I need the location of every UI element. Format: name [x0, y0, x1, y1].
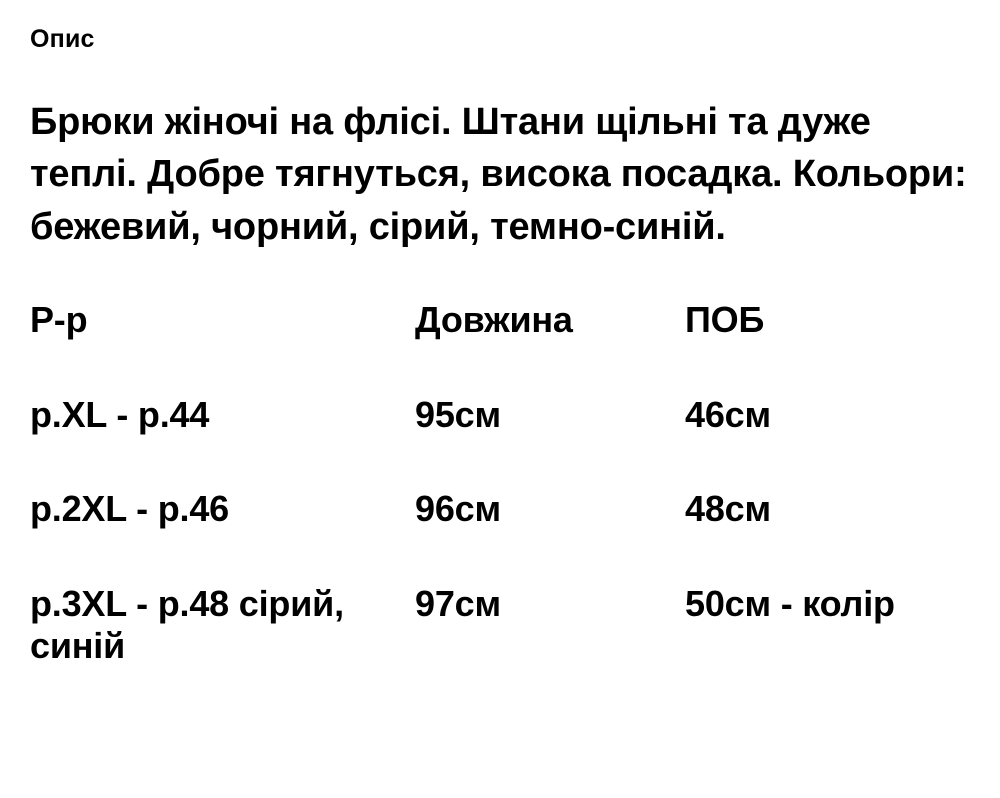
cell-hip: 50см - колір	[685, 582, 895, 624]
cell-length: 95см	[415, 393, 501, 435]
cell-length: 97см	[415, 582, 501, 624]
table-row	[30, 394, 977, 488]
product-description-text: Брюки жіночі на флісі. Штани щільні та дуже теплі. Добре тягнуться, висока посадка. Кольори: бежевий, чорний, сірий, темно-синій.	[30, 101, 967, 248]
table-row	[30, 488, 977, 582]
column-header-length: Довжина	[415, 299, 573, 341]
cell-hip: 48см	[685, 488, 771, 530]
page-title: Опис	[30, 25, 95, 53]
column-header-hip: ПОБ	[685, 299, 765, 341]
table-row	[30, 583, 977, 668]
cell-hip: 46см	[685, 393, 771, 435]
cell-size: р.3XL - р.48 сірий, синій	[30, 582, 344, 667]
column-header-size: Р-р	[30, 299, 88, 341]
table-header-row	[30, 299, 977, 393]
cell-size: р.XL - р.44	[30, 393, 210, 435]
size-chart-table	[30, 299, 977, 667]
cell-size: р.2XL - р.46	[30, 488, 229, 530]
cell-length: 96см	[415, 488, 501, 530]
